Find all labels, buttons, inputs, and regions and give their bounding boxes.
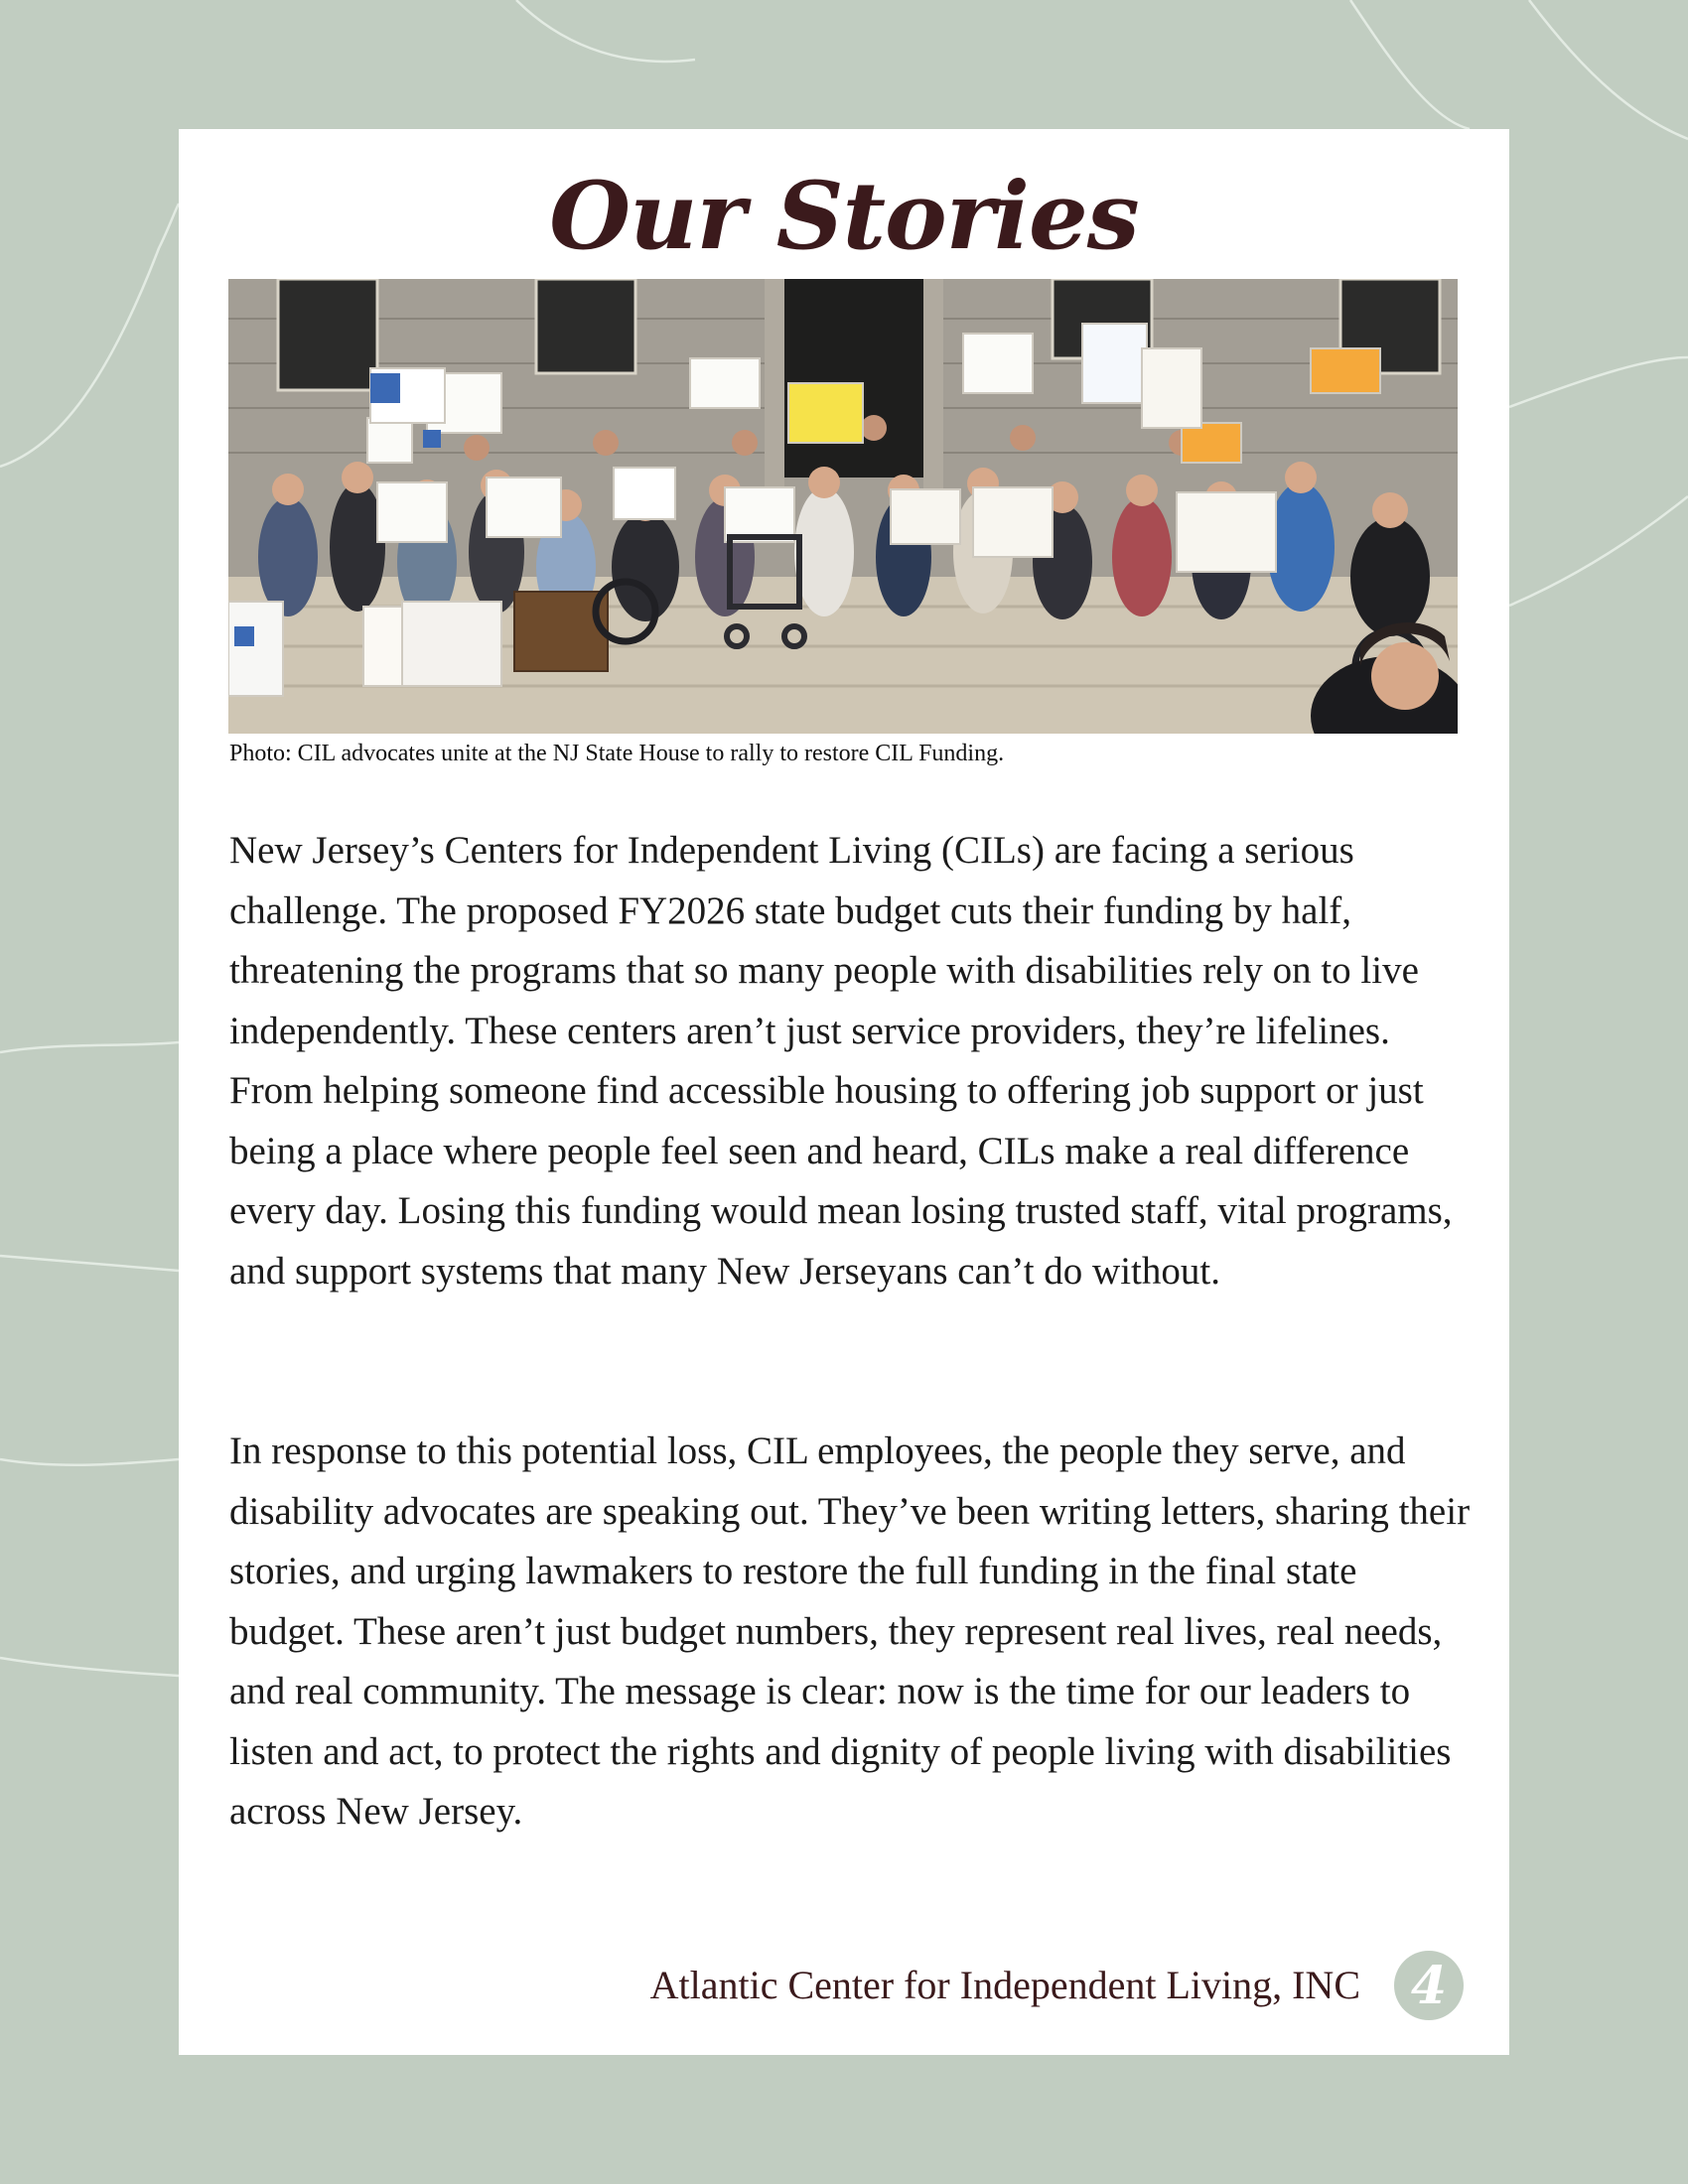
page-title: Our Stories xyxy=(549,162,1139,271)
body-paragraph-1: New Jersey’s Centers for Independent Living (CILs) are facing a serious challenge. The proposed FY2026 state budget cuts their funding by half, threatening the programs that so many people with disabilities rely on to live independently. These centers aren’t just service providers, they’re lifelines. From helping someone find accessible housing to offering job support or just being a place where people feel seen and heard, CILs make a real difference every day. Losing this funding would mean losing trusted staff, vital programs, and support systems that many New Jerseyans can’t do without. xyxy=(229,829,1453,1293)
photo-caption: Photo: CIL advocates unite at the NJ State House to rally to restore CIL Funding. xyxy=(229,741,1005,766)
rally-photo xyxy=(228,279,1458,734)
footer-organization-name: Atlantic Center for Independent Living, INC xyxy=(649,1963,1360,2007)
body-paragraph-2: In response to this potential loss, CIL employees, the people they serve, and disability advocates are speaking out. They’ve been writing letters, sharing their stories, and urging lawmakers to restore the full funding in the final state budget. These aren’t just budget numbers, they represent real lives, real needs, and real community. The message is clear: now is the time for our leaders to listen and act, to protect the rights and dignity of people living with disabilities across New Jersey. xyxy=(229,1430,1471,1833)
page-card xyxy=(179,129,1509,2055)
page-number-badge: 4 xyxy=(1394,1951,1464,2020)
rally-photo-illustration xyxy=(228,279,1458,734)
